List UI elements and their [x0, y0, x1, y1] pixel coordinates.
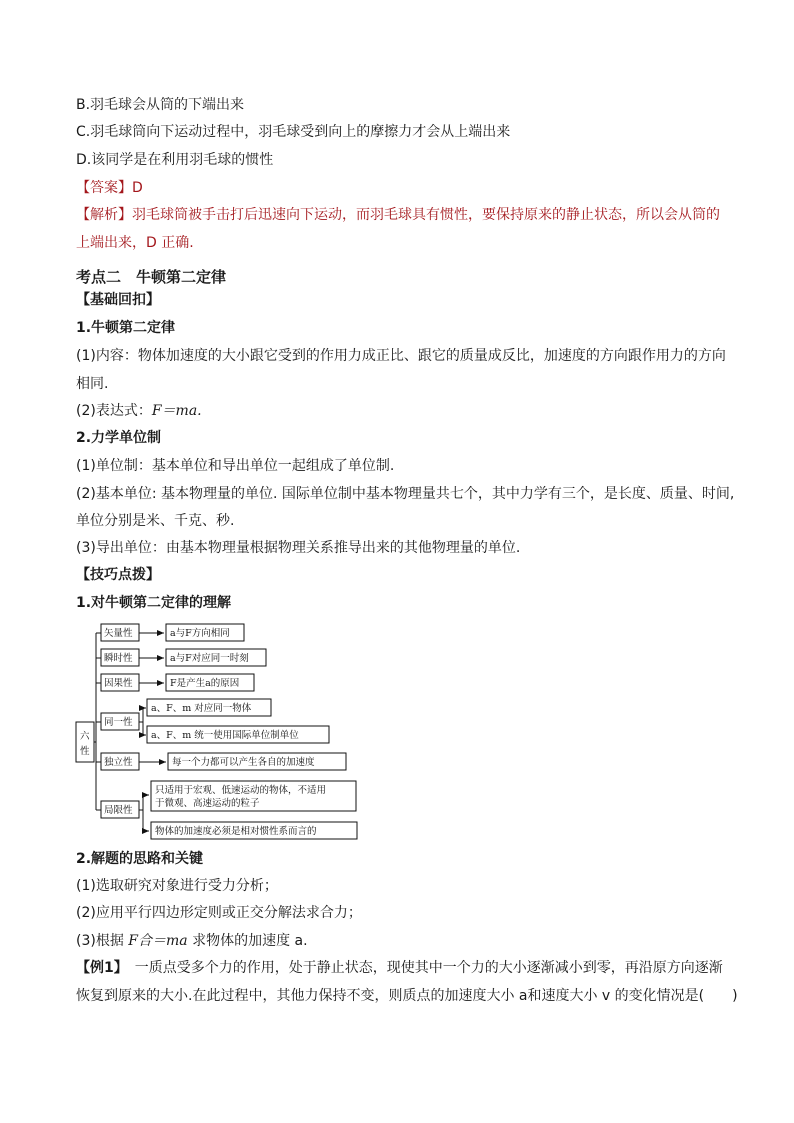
detail-text-4-0: 每一个力都可以产生各自的加速度 — [172, 757, 315, 768]
detail-text-3-0: a、F、m 对应同一物体 — [151, 703, 252, 714]
example-line-2: 恢复到原来的大小.在此过程中，其他力保持不变，则质点的加速度大小 a和速度大小 v 的变化情况是( ) — [76, 988, 738, 1004]
unit-item-2a: (2)基本单位: 基本物理量的单位. 国际单位制中基本物理量共七个，其中力学有三个，是长度、质量、时间, — [76, 486, 735, 502]
example-text-1: 一质点受多个力的作用，处于静止状态，现使其中一个力的大小逐渐减小到零，再沿原方向逐渐 — [120, 960, 723, 976]
root-label-1: 六 — [80, 731, 90, 742]
units-title: 2.力学单位制 — [76, 430, 162, 446]
unit-item-3: (3)导出单位：由基本物理量根据物理关系推导出来的其他物理量的单位. — [76, 540, 521, 556]
detail-text-5-1: 于微观、高速运动的粒子 — [155, 798, 260, 809]
solving-step-2: (2)应用平行四边形定则或正交分解法求合力； — [76, 905, 362, 921]
expr-formula: F＝ma. — [151, 403, 202, 419]
option-b: B.羽毛球会从筒的下端出来 — [76, 97, 245, 113]
node-label-3: 同一性 — [104, 717, 133, 728]
node-label-1: 瞬时性 — [104, 653, 133, 664]
detail-text-2-0: F是产生a的原因 — [170, 678, 240, 689]
detail-text-5-2: 物体的加速度必须是相对惯性系而言的 — [155, 826, 317, 837]
root-label-2: 性 — [80, 746, 90, 757]
answer-tag: 【答案】 — [76, 180, 132, 196]
solving-step-1: (1)选取研究对象进行受力分析； — [76, 878, 278, 894]
section-title: 考点二 牛顿第二定律 — [76, 268, 227, 286]
unit-item-2b: 单位分别是米、千克、秒. — [76, 513, 235, 529]
option-c: C.羽毛球筒向下运动过程中，羽毛球受到向上的摩擦力才会从上端出来 — [76, 124, 511, 140]
basics-tag: 【基础回扣】 — [76, 292, 160, 308]
example-tag: 【例1】 — [76, 960, 121, 976]
law-content-1: (1)内容：物体加速度的大小跟它受到的作用力成正比、跟它的质量成反比，加速度的方向跟作用力的方向 — [76, 348, 726, 364]
law-title: 1.牛顿第二定律 — [76, 320, 176, 336]
answer-value: D — [132, 180, 143, 196]
unit-item-1: (1)单位制：基本单位和导出单位一起组成了单位制. — [76, 458, 395, 474]
solving-step-3 — [76, 931, 308, 951]
node-label-2: 因果性 — [104, 678, 133, 689]
option-d: D.该同学是在利用羽毛球的惯性 — [76, 152, 274, 168]
detail-text-3-1: a、F、m 统一使用国际单位制单位 — [151, 730, 299, 741]
detail-text-5-0: 只适用于宏观、低速运动的物体，不适用 — [155, 785, 327, 796]
expr-prefix: (2)表达式： — [76, 403, 152, 419]
law-content-2: 相同. — [76, 376, 109, 392]
analysis-line-2: 上端出来，D 正确. — [76, 235, 194, 251]
solving-title: 2.解题的思路和关键 — [76, 851, 204, 867]
detail-text-0-0: a与F方向相同 — [170, 628, 230, 639]
step3-formula: F合＝ma — [128, 933, 188, 949]
analysis-text-1: 羽毛球筒被手击打后迅速向下运动，而羽毛球具有惯性，要保持原来的静止状态，所以会从筒的 — [132, 207, 720, 223]
step3-suffix: 求物体的加速度 a. — [187, 933, 308, 949]
analysis-tag: 【解析】 — [76, 207, 132, 223]
skills-tag: 【技巧点拨】 — [76, 567, 160, 583]
node-label-5: 局限性 — [104, 805, 133, 816]
step3-prefix: (3)根据 — [76, 933, 129, 949]
example-line-1 — [76, 958, 723, 978]
detail-text-1-0: a与F对应同一时刻 — [170, 653, 249, 664]
understanding-title: 1.对牛顿第二定律的理解 — [76, 595, 232, 611]
node-label-0: 矢量性 — [104, 628, 133, 639]
node-label-4: 独立性 — [104, 757, 133, 768]
